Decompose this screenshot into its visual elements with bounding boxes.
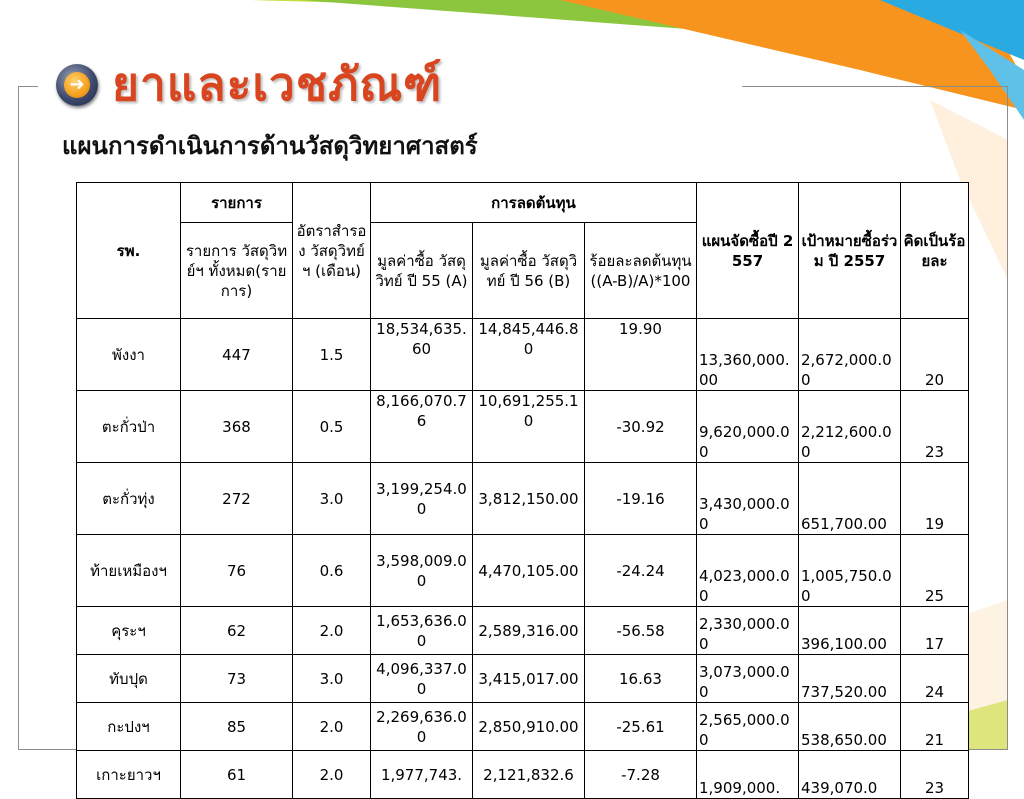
cell-share: 19	[901, 463, 969, 535]
table-row	[77, 535, 969, 607]
slide-subtitle: แผนการดำเนินการด้านวัสดุวิทยาศาสตร์	[62, 132, 478, 160]
cell-hospital: คุระฯ	[77, 607, 181, 655]
cell-share: 21	[901, 703, 969, 751]
cell-pct: -25.61	[585, 703, 697, 751]
cell-share: 24	[901, 655, 969, 703]
cell-plan: 1,909,000.	[697, 751, 799, 799]
header-percent: คิดเป็นร้อยละ	[901, 183, 969, 319]
table-row	[77, 319, 969, 391]
table-row	[77, 703, 969, 751]
cell-hospital: กะปงฯ	[77, 703, 181, 751]
table-row	[77, 607, 969, 655]
cell-share: 23	[901, 751, 969, 799]
cell-target: 439,070.0	[799, 751, 901, 799]
arrow-right-circle-icon[interactable]	[56, 64, 98, 106]
header-target-2557: เป้าหมายซื้อร่วม ปี 2557	[799, 183, 901, 319]
cell-rate: 0.6	[293, 535, 371, 607]
cell-p55: 2,269,636.00	[371, 703, 473, 751]
cell-p56: 10,691,255.10	[473, 391, 585, 463]
cell-p55: 3,598,009.00	[371, 535, 473, 607]
cell-pct: 19.90	[585, 319, 697, 391]
cell-plan: 2,565,000.00	[697, 703, 799, 751]
cell-p55: 1,977,743.	[371, 751, 473, 799]
cell-plan: 3,430,000.00	[697, 463, 799, 535]
cell-pct: -30.92	[585, 391, 697, 463]
header-items-total: รายการ วัสดุวิทย์ฯ ทั้งหมด(รายการ)	[181, 223, 293, 319]
cell-rate: 3.0	[293, 463, 371, 535]
cell-share: 20	[901, 319, 969, 391]
cell-hospital: เกาะยาวฯ	[77, 751, 181, 799]
cell-p56: 3,415,017.00	[473, 655, 585, 703]
cell-p55: 1,653,636.00	[371, 607, 473, 655]
cell-target: 2,212,600.00	[799, 391, 901, 463]
cell-p55: 8,166,070.76	[371, 391, 473, 463]
cell-items: 447	[181, 319, 293, 391]
cell-p56: 2,589,316.00	[473, 607, 585, 655]
cell-plan: 9,620,000.00	[697, 391, 799, 463]
cell-rate: 2.0	[293, 703, 371, 751]
cell-pct: -24.24	[585, 535, 697, 607]
cell-target: 396,100.00	[799, 607, 901, 655]
header-reduction-pct: ร้อยละลดต้นทุน ((A-B)/A)*100	[585, 223, 697, 319]
cell-pct: -7.28	[585, 751, 697, 799]
header-plan-2557: แผนจัดซื้อปี 2557	[697, 183, 799, 319]
cell-plan: 13,360,000.00	[697, 319, 799, 391]
cell-target: 1,005,750.00	[799, 535, 901, 607]
cell-hospital: ตะกั่วทุ่ง	[77, 463, 181, 535]
frame-border-left	[18, 86, 19, 750]
cell-plan: 4,023,000.00	[697, 535, 799, 607]
cell-pct: -56.58	[585, 607, 697, 655]
cell-p55: 18,534,635.60	[371, 319, 473, 391]
cell-share: 17	[901, 607, 969, 655]
header-purchase-55: มูลค่าซื้อ วัสดุวิทย์ ปี 55 (A)	[371, 223, 473, 319]
cell-hospital: พังงา	[77, 319, 181, 391]
cell-p56: 14,845,446.80	[473, 319, 585, 391]
frame-border-top-right	[742, 86, 1008, 87]
cell-rate: 2.0	[293, 607, 371, 655]
cell-items: 85	[181, 703, 293, 751]
cell-pct: -19.16	[585, 463, 697, 535]
data-table	[76, 182, 969, 799]
cell-p56: 4,470,105.00	[473, 535, 585, 607]
cell-hospital: ทับปุด	[77, 655, 181, 703]
cell-items: 272	[181, 463, 293, 535]
cell-items: 73	[181, 655, 293, 703]
cell-plan: 3,073,000.00	[697, 655, 799, 703]
table-row	[77, 751, 969, 799]
table-row	[77, 655, 969, 703]
cell-rate: 1.5	[293, 319, 371, 391]
header-hospital: รพ.	[77, 183, 181, 319]
cell-p56: 2,850,910.00	[473, 703, 585, 751]
cell-target: 737,520.00	[799, 655, 901, 703]
header-purchase-56: มูลค่าซื้อ วัสดุวิทย์ ปี 56 (B)	[473, 223, 585, 319]
header-reserve-rate: อัตราสำรอง วัสดุวิทย์ฯ (เดือน)	[293, 183, 371, 319]
cell-hospital: ท้ายเหมืองฯ	[77, 535, 181, 607]
cell-rate: 2.0	[293, 751, 371, 799]
frame-border-top-left	[18, 86, 38, 87]
cell-p56: 3,812,150.00	[473, 463, 585, 535]
cell-items: 61	[181, 751, 293, 799]
cell-items: 62	[181, 607, 293, 655]
table-row	[77, 391, 969, 463]
cell-target: 538,650.00	[799, 703, 901, 751]
cell-items: 368	[181, 391, 293, 463]
cell-items: 76	[181, 535, 293, 607]
frame-border-right	[1007, 86, 1008, 750]
cell-pct: 16.63	[585, 655, 697, 703]
header-items-group: รายการ	[181, 183, 293, 223]
table-row	[77, 463, 969, 535]
arrow-glyph-icon: ➜	[64, 72, 90, 98]
cell-plan: 2,330,000.00	[697, 607, 799, 655]
cell-rate: 3.0	[293, 655, 371, 703]
slide-title: ยาและเวชภัณฑ์	[112, 52, 450, 116]
cell-share: 23	[901, 391, 969, 463]
cell-share: 25	[901, 535, 969, 607]
cell-p56: 2,121,832.6	[473, 751, 585, 799]
cell-target: 2,672,000.00	[799, 319, 901, 391]
cell-hospital: ตะกั่วป่า	[77, 391, 181, 463]
cell-p55: 3,199,254.00	[371, 463, 473, 535]
cell-p55: 4,096,337.00	[371, 655, 473, 703]
cell-target: 651,700.00	[799, 463, 901, 535]
header-cost-reduction: การลดต้นทุน	[371, 183, 697, 223]
cell-rate: 0.5	[293, 391, 371, 463]
